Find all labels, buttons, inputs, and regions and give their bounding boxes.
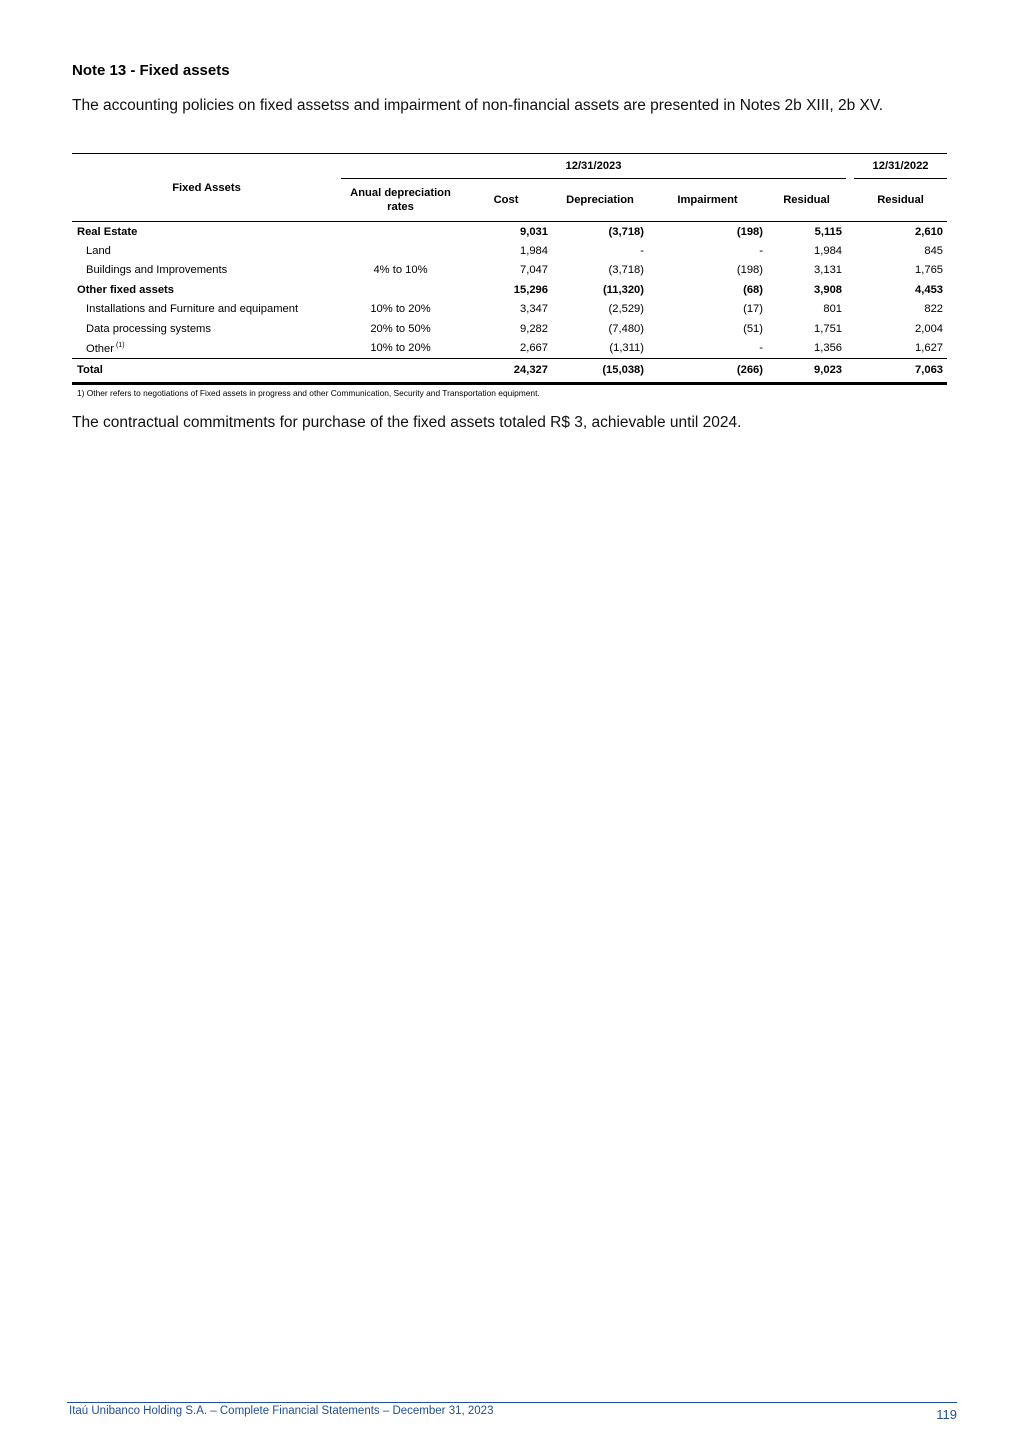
header-depreciation: Depreciation: [552, 179, 648, 222]
row-cost: 1,984: [520, 244, 548, 257]
row-cost: 2,667: [520, 342, 548, 354]
total-gap: [846, 358, 854, 383]
row-residual: 3,131: [814, 264, 843, 277]
total-label: Total: [72, 358, 341, 383]
row-gap: [846, 261, 854, 281]
row-rate: 4% to 10%: [373, 264, 428, 277]
row-depreciation: (1,311): [609, 342, 644, 354]
total-residual: 9,023: [767, 358, 846, 383]
row-impairment: (198): [736, 225, 763, 238]
row-depreciation: (7,480): [608, 322, 644, 335]
row-rate: [341, 241, 460, 261]
row-residual-prior: 845: [924, 244, 944, 257]
page-number: 119: [936, 1407, 957, 1422]
row-residual-prior: 2,004: [915, 322, 944, 335]
row-residual-prior: 822: [924, 303, 944, 316]
row-rate: [341, 280, 460, 300]
row-label: Land: [86, 244, 111, 257]
header-date-current: 12/31/2023: [341, 154, 846, 179]
table-row: [72, 261, 947, 281]
footnote-ref: (1): [115, 341, 125, 349]
row-impairment: (17): [743, 303, 763, 316]
row-impairment: (198): [736, 264, 763, 277]
header-residual-prior: Residual: [854, 179, 947, 222]
row-residual: 5,115: [814, 225, 843, 238]
row-gap: [846, 241, 854, 261]
total-row: [72, 358, 947, 383]
commitment-paragraph: The contractual commitments for purchase of the fixed assets totaled R$ 3, achievable until 2024.: [72, 414, 742, 431]
row-rate: 20% to 50%: [370, 322, 431, 335]
row-cost: 7,047: [520, 264, 548, 277]
header-rates: Anual depreciation rates: [341, 179, 460, 222]
row-residual: 1,751: [814, 322, 843, 335]
row-gap: [846, 280, 854, 300]
header-date-prior: 12/31/2022: [854, 154, 947, 179]
row-label: Installations and Furniture and equipament: [86, 303, 299, 316]
row-impairment: (68): [743, 283, 763, 296]
row-depreciation: (3,718): [608, 225, 644, 238]
header-cost: Cost: [460, 179, 552, 222]
row-residual: 1,356: [814, 342, 843, 354]
fixed-assets-table: [72, 153, 947, 385]
total-impairment: (266): [648, 358, 767, 383]
row-rate: 10% to 20%: [370, 303, 431, 316]
row-rate: 10% to 20%: [370, 342, 431, 354]
intro-paragraph: The accounting policies on fixed assetss and impairment of non-financial assets are presented in Notes 2b XIII, 2b XV.: [72, 97, 884, 114]
total-cost: 24,327: [460, 358, 552, 383]
row-cost: 9,031: [520, 225, 548, 238]
table-footnote: 1) Other refers to negotiations of Fixed assets in progress and other Communication, Security and Transportation equipment.: [77, 388, 540, 398]
row-impairment: -: [759, 244, 763, 257]
row-residual-prior: 4,453: [915, 283, 944, 296]
table-row: [72, 339, 947, 359]
header-gap: [846, 154, 854, 179]
row-label-other: Other $^{(1)}$: [86, 341, 125, 355]
header-residual: Residual: [767, 179, 846, 222]
table-row: [72, 241, 947, 261]
row-residual: 1,984: [814, 244, 843, 257]
row-gap: [846, 339, 854, 359]
table-row: [72, 319, 947, 339]
row-depreciation: (3,718): [608, 264, 644, 277]
row-gap: [846, 300, 854, 320]
row-depreciation: (2,529): [608, 303, 644, 316]
row-residual-prior: 1,765: [915, 264, 944, 277]
row-cost: 3,347: [520, 303, 548, 316]
row-label: Real Estate: [77, 225, 138, 238]
row-cost: 9,282: [520, 322, 548, 335]
row-cost: 15,296: [513, 283, 548, 296]
row-gap: [846, 222, 854, 242]
total-depreciation: (15,038): [552, 358, 648, 383]
row-gap: [846, 319, 854, 339]
row-impairment: -: [759, 342, 763, 354]
row-residual-prior: 2,610: [915, 225, 944, 238]
table-row: [72, 222, 947, 242]
row-residual: 801: [823, 303, 843, 316]
header-fixed-assets: Fixed Assets: [72, 154, 341, 222]
total-residual-prior: 7,063: [854, 358, 947, 383]
row-impairment: (51): [743, 322, 763, 335]
row-residual-prior: 1,627: [915, 342, 944, 354]
row-residual: 3,908: [814, 283, 843, 296]
row-label: Buildings and Improvements: [86, 264, 228, 277]
footer-text: Itaú Unibanco Holding S.A. – Complete Financial Statements – December 31, 2023: [69, 1405, 494, 1417]
row-label: Other fixed assets: [77, 283, 175, 296]
row-depreciation: (11,320): [602, 283, 644, 296]
table-row: [72, 280, 947, 300]
total-rate: [341, 358, 460, 383]
footer-divider: [67, 1402, 957, 1403]
table-row: [72, 300, 947, 320]
row-rate: [341, 222, 460, 242]
row-label: Data processing systems: [86, 322, 211, 335]
header-gap-sub: [846, 179, 854, 222]
row-depreciation: -: [640, 244, 644, 257]
header-impairment: Impairment: [648, 179, 767, 222]
note-title: Note 13 - Fixed assets: [72, 62, 230, 79]
